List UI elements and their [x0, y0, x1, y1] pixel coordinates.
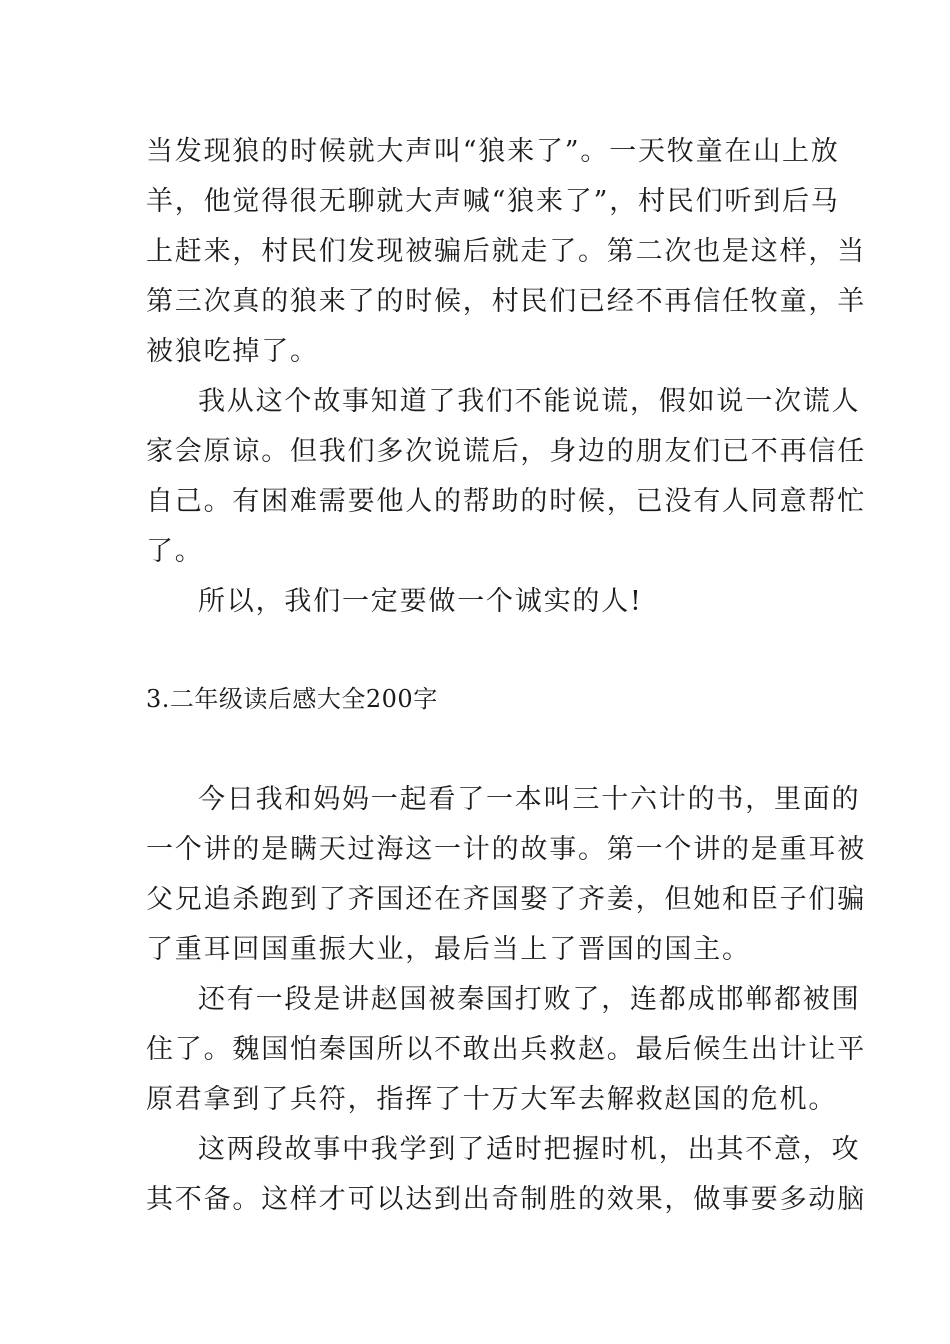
paragraph-2-line-2: 家会原谅。但我们多次说谎后，身边的朋友们已不再信任 [146, 436, 866, 467]
paragraph-6-line-2: 其不备。这样才可以达到出奇制胜的效果，做事要多动脑 [146, 1184, 866, 1215]
paragraph-1-line-3: 上赶来，村民们发现被骗后就走了。第二次也是这样，当 [146, 236, 866, 267]
paragraph-2-line-1: 我从这个故事知道了我们不能说谎，假如说一次谎人 [198, 386, 861, 417]
paragraph-4-line-3: 父兄追杀跑到了齐国还在齐国娶了齐姜，但她和臣子们骗 [146, 884, 866, 915]
section-heading: 3.二年级读后感大全200字 [146, 685, 438, 713]
paragraph-4-line-4: 了重耳回国重振大业，最后当上了晋国的国主。 [146, 934, 751, 965]
paragraph-2-line-3: 自己。有困难需要他人的帮助的时候，已没有人同意帮忙 [146, 486, 866, 517]
paragraph-5-line-1: 还有一段是讲赵国被秦国打败了，连都成邯郸都被围 [198, 984, 861, 1015]
paragraph-1-line-2: 羊，他觉得很无聊就大声喊“狼来了”，村民们听到后马 [146, 186, 840, 217]
paragraph-1-line-1: 当发现狼的时候就大声叫“狼来了”。一天牧童在山上放 [146, 136, 840, 167]
paragraph-1-line-5: 被狼吃掉了。 [146, 336, 319, 367]
paragraph-6-line-1: 这两段故事中我学到了适时把握时机，出其不意，攻 [198, 1134, 861, 1165]
paragraph-2-line-4: 了。 [146, 536, 204, 567]
paragraph-5-line-2: 住了。魏国怕秦国所以不敢出兵救赵。最后候生出计让平 [146, 1034, 866, 1065]
paragraph-4-line-2: 一个讲的是瞒天过海这一计的故事。第一个讲的是重耳被 [146, 834, 866, 865]
paragraph-4-line-1: 今日我和妈妈一起看了一本叫三十六计的书，里面的 [198, 784, 861, 815]
paragraph-1-line-4: 第三次真的狼来了的时候，村民们已经不再信任牧童，羊 [146, 286, 866, 317]
paragraph-5-line-3: 原君拿到了兵符，指挥了十万大军去解救赵国的危机。 [146, 1084, 838, 1115]
paragraph-3-line-1: 所以，我们一定要做一个诚实的人! [198, 586, 643, 617]
